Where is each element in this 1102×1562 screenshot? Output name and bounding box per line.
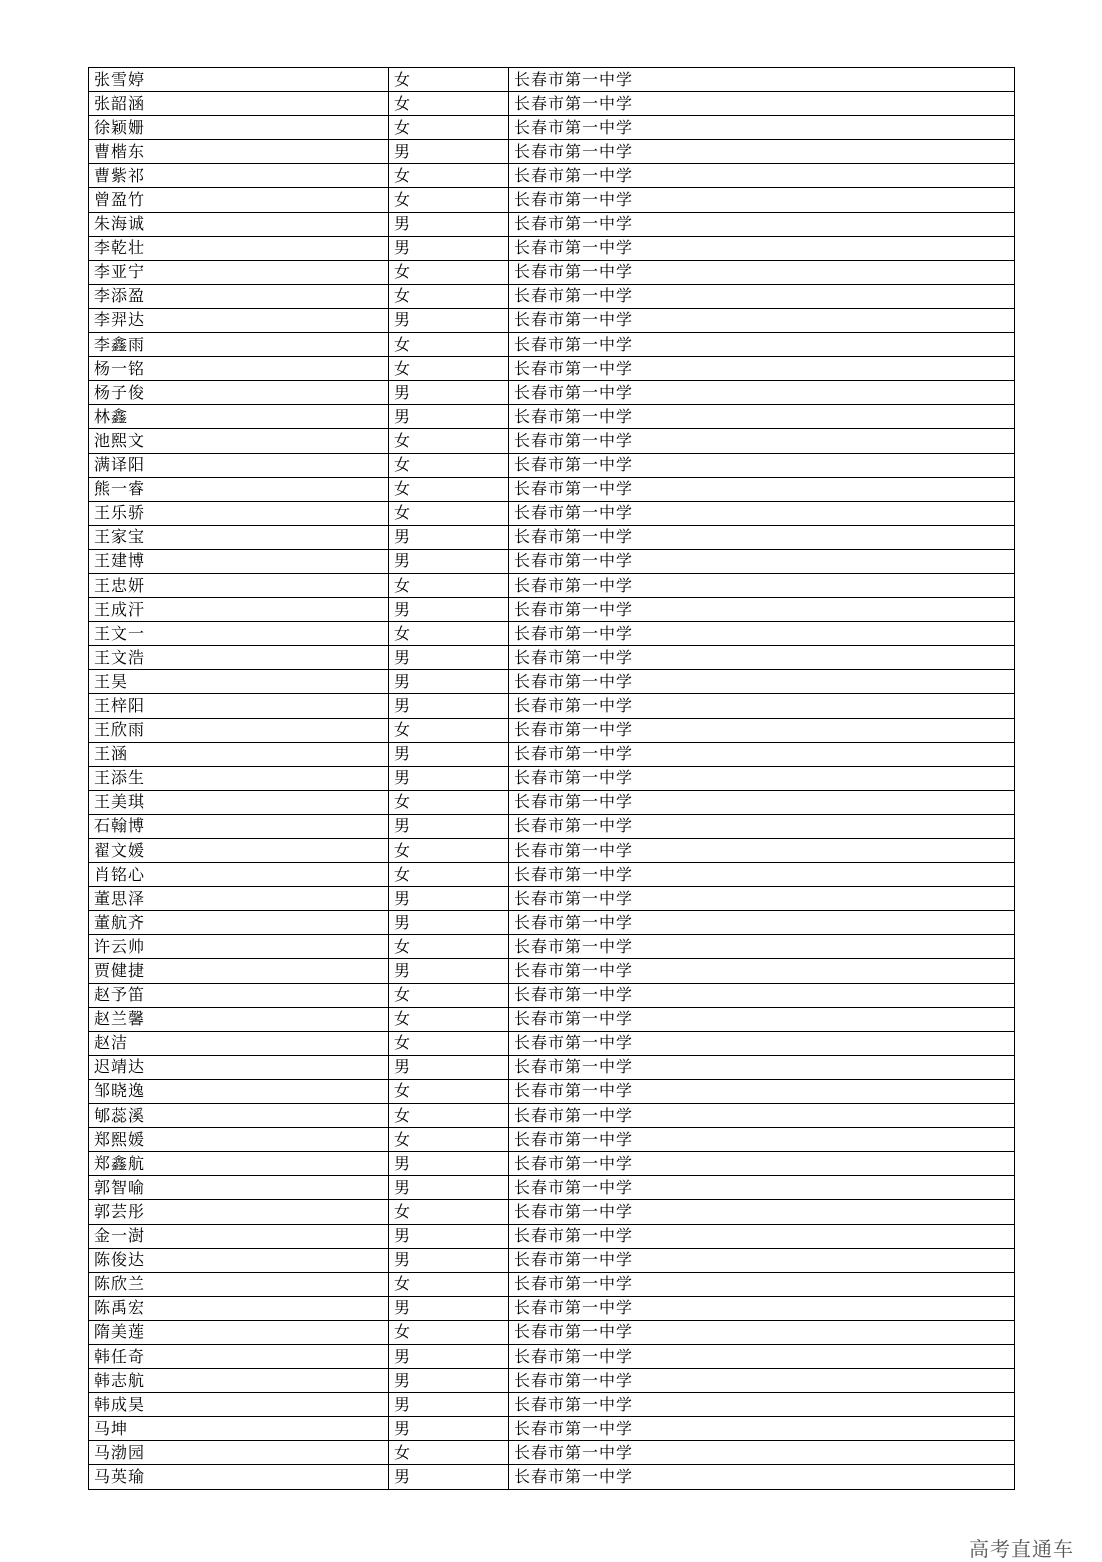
school-cell: 长春市第一中学: [509, 1152, 1015, 1176]
school-cell: 长春市第一中学: [509, 116, 1015, 140]
student-name-cell: 韩志航: [89, 1369, 389, 1393]
table-row: [89, 260, 1015, 284]
student-name-cell: 迟靖达: [89, 1055, 389, 1079]
student-name-cell: 王昊: [89, 670, 389, 694]
table-row: [89, 333, 1015, 357]
table-row: [89, 429, 1015, 453]
gender-cell: 女: [389, 839, 509, 863]
school-cell: 长春市第一中学: [509, 549, 1015, 573]
gender-cell: 女: [389, 1272, 509, 1296]
gender-cell: 女: [389, 92, 509, 116]
table-row: [89, 646, 1015, 670]
roster-body: [89, 68, 1015, 1490]
student-roster-table: [88, 67, 1015, 1490]
student-name-cell: 张雪婷: [89, 68, 389, 92]
school-cell: 长春市第一中学: [509, 1055, 1015, 1079]
student-name-cell: 马坤: [89, 1417, 389, 1441]
gender-cell: 女: [389, 477, 509, 501]
school-cell: 长春市第一中学: [509, 260, 1015, 284]
table-row: [89, 236, 1015, 260]
gender-cell: 男: [389, 549, 509, 573]
table-row: [89, 477, 1015, 501]
gender-cell: 女: [389, 863, 509, 887]
gender-cell: 女: [389, 284, 509, 308]
student-name-cell: 王添生: [89, 766, 389, 790]
school-cell: 长春市第一中学: [509, 284, 1015, 308]
gender-cell: 男: [389, 1055, 509, 1079]
student-name-cell: 李亚宁: [89, 260, 389, 284]
student-name-cell: 陈俊达: [89, 1248, 389, 1272]
student-name-cell: 熊一睿: [89, 477, 389, 501]
school-cell: 长春市第一中学: [509, 1200, 1015, 1224]
gender-cell: 女: [389, 188, 509, 212]
student-name-cell: 李羿达: [89, 308, 389, 332]
table-row: [89, 188, 1015, 212]
gender-cell: 男: [389, 140, 509, 164]
student-name-cell: 张韶涵: [89, 92, 389, 116]
student-name-cell: 王文一: [89, 622, 389, 646]
student-name-cell: 隋美莲: [89, 1320, 389, 1344]
gender-cell: 男: [389, 911, 509, 935]
school-cell: 长春市第一中学: [509, 1031, 1015, 1055]
watermark-text: 高考直通车: [969, 1537, 1074, 1561]
school-cell: 长春市第一中学: [509, 573, 1015, 597]
gender-cell: 男: [389, 1176, 509, 1200]
student-name-cell: 韩成昊: [89, 1393, 389, 1417]
student-name-cell: 邹晓逸: [89, 1079, 389, 1103]
school-cell: 长春市第一中学: [509, 694, 1015, 718]
table-row: [89, 1441, 1015, 1465]
table-row: [89, 140, 1015, 164]
school-cell: 长春市第一中学: [509, 670, 1015, 694]
gender-cell: 女: [389, 501, 509, 525]
table-row: [89, 357, 1015, 381]
school-cell: 长春市第一中学: [509, 1104, 1015, 1128]
gender-cell: 男: [389, 1417, 509, 1441]
table-row: [89, 284, 1015, 308]
student-name-cell: 马英瑜: [89, 1465, 389, 1489]
table-row: [89, 525, 1015, 549]
student-name-cell: 许云帅: [89, 935, 389, 959]
gender-cell: 男: [389, 212, 509, 236]
student-name-cell: 王文浩: [89, 646, 389, 670]
table-row: [89, 814, 1015, 838]
gender-cell: 女: [389, 573, 509, 597]
gender-cell: 女: [389, 164, 509, 188]
gender-cell: 男: [389, 1465, 509, 1489]
table-row: [89, 453, 1015, 477]
school-cell: 长春市第一中学: [509, 622, 1015, 646]
school-cell: 长春市第一中学: [509, 646, 1015, 670]
gender-cell: 女: [389, 790, 509, 814]
student-name-cell: 陈欣兰: [89, 1272, 389, 1296]
gender-cell: 女: [389, 1031, 509, 1055]
gender-cell: 女: [389, 983, 509, 1007]
table-row: [89, 598, 1015, 622]
table-row: [89, 790, 1015, 814]
student-name-cell: 陈禹宏: [89, 1296, 389, 1320]
student-name-cell: 王涵: [89, 742, 389, 766]
gender-cell: 男: [389, 1369, 509, 1393]
student-name-cell: 肖铭心: [89, 863, 389, 887]
school-cell: 长春市第一中学: [509, 1320, 1015, 1344]
school-cell: 长春市第一中学: [509, 453, 1015, 477]
school-cell: 长春市第一中学: [509, 911, 1015, 935]
gender-cell: 男: [389, 381, 509, 405]
student-name-cell: 郭芸彤: [89, 1200, 389, 1224]
school-cell: 长春市第一中学: [509, 1272, 1015, 1296]
student-name-cell: 金一澍: [89, 1224, 389, 1248]
school-cell: 长春市第一中学: [509, 959, 1015, 983]
school-cell: 长春市第一中学: [509, 381, 1015, 405]
table-row: [89, 1128, 1015, 1152]
table-row: [89, 68, 1015, 92]
gender-cell: 女: [389, 1200, 509, 1224]
school-cell: 长春市第一中学: [509, 1007, 1015, 1031]
school-cell: 长春市第一中学: [509, 333, 1015, 357]
table-row: [89, 1320, 1015, 1344]
school-cell: 长春市第一中学: [509, 92, 1015, 116]
table-row: [89, 742, 1015, 766]
table-row: [89, 212, 1015, 236]
gender-cell: 男: [389, 525, 509, 549]
gender-cell: 女: [389, 622, 509, 646]
table-row: [89, 92, 1015, 116]
student-name-cell: 王梓阳: [89, 694, 389, 718]
gender-cell: 男: [389, 1224, 509, 1248]
student-name-cell: 林鑫: [89, 405, 389, 429]
student-name-cell: 翟文媛: [89, 839, 389, 863]
gender-cell: 男: [389, 887, 509, 911]
student-name-cell: 王乐骄: [89, 501, 389, 525]
table-row: [89, 405, 1015, 429]
gender-cell: 男: [389, 742, 509, 766]
school-cell: 长春市第一中学: [509, 477, 1015, 501]
school-cell: 长春市第一中学: [509, 983, 1015, 1007]
gender-cell: 男: [389, 814, 509, 838]
gender-cell: 男: [389, 1344, 509, 1368]
table-row: [89, 887, 1015, 911]
gender-cell: 女: [389, 935, 509, 959]
gender-cell: 男: [389, 1152, 509, 1176]
gender-cell: 男: [389, 766, 509, 790]
student-name-cell: 王忠妍: [89, 573, 389, 597]
gender-cell: 男: [389, 405, 509, 429]
table-row: [89, 1224, 1015, 1248]
school-cell: 长春市第一中学: [509, 1248, 1015, 1272]
school-cell: 长春市第一中学: [509, 1128, 1015, 1152]
school-cell: 长春市第一中学: [509, 598, 1015, 622]
school-cell: 长春市第一中学: [509, 1079, 1015, 1103]
school-cell: 长春市第一中学: [509, 935, 1015, 959]
school-cell: 长春市第一中学: [509, 188, 1015, 212]
school-cell: 长春市第一中学: [509, 1465, 1015, 1489]
gender-cell: 男: [389, 646, 509, 670]
gender-cell: 女: [389, 453, 509, 477]
table-row: [89, 1007, 1015, 1031]
table-row: [89, 1031, 1015, 1055]
gender-cell: 女: [389, 1079, 509, 1103]
school-cell: 长春市第一中学: [509, 1441, 1015, 1465]
school-cell: 长春市第一中学: [509, 501, 1015, 525]
gender-cell: 女: [389, 357, 509, 381]
gender-cell: 男: [389, 694, 509, 718]
table-row: [89, 1393, 1015, 1417]
table-row: [89, 116, 1015, 140]
gender-cell: 女: [389, 429, 509, 453]
student-name-cell: 曾盈竹: [89, 188, 389, 212]
school-cell: 长春市第一中学: [509, 164, 1015, 188]
table-row: [89, 308, 1015, 332]
gender-cell: 男: [389, 1248, 509, 1272]
student-name-cell: 朱海诚: [89, 212, 389, 236]
student-name-cell: 马渤园: [89, 1441, 389, 1465]
student-name-cell: 董航齐: [89, 911, 389, 935]
student-name-cell: 曹楷东: [89, 140, 389, 164]
school-cell: 长春市第一中学: [509, 1393, 1015, 1417]
school-cell: 长春市第一中学: [509, 429, 1015, 453]
student-name-cell: 李鑫雨: [89, 333, 389, 357]
gender-cell: 男: [389, 1296, 509, 1320]
school-cell: 长春市第一中学: [509, 742, 1015, 766]
school-cell: 长春市第一中学: [509, 236, 1015, 260]
student-name-cell: 王美琪: [89, 790, 389, 814]
table-row: [89, 573, 1015, 597]
table-row: [89, 622, 1015, 646]
table-row: [89, 1079, 1015, 1103]
table-row: [89, 1296, 1015, 1320]
student-name-cell: 李乾壮: [89, 236, 389, 260]
gender-cell: 男: [389, 598, 509, 622]
gender-cell: 女: [389, 333, 509, 357]
table-row: [89, 718, 1015, 742]
student-name-cell: 郑熙媛: [89, 1128, 389, 1152]
table-row: [89, 549, 1015, 573]
school-cell: 长春市第一中学: [509, 525, 1015, 549]
table-row: [89, 164, 1015, 188]
table-row: [89, 1176, 1015, 1200]
student-name-cell: 杨一铭: [89, 357, 389, 381]
school-cell: 长春市第一中学: [509, 790, 1015, 814]
table-row: [89, 694, 1015, 718]
school-cell: 长春市第一中学: [509, 1224, 1015, 1248]
student-name-cell: 赵兰馨: [89, 1007, 389, 1031]
table-row: [89, 1200, 1015, 1224]
student-name-cell: 池熙文: [89, 429, 389, 453]
table-row: [89, 1344, 1015, 1368]
table-row: [89, 670, 1015, 694]
gender-cell: 女: [389, 1007, 509, 1031]
school-cell: 长春市第一中学: [509, 839, 1015, 863]
student-name-cell: 赵予笛: [89, 983, 389, 1007]
gender-cell: 男: [389, 236, 509, 260]
school-cell: 长春市第一中学: [509, 887, 1015, 911]
student-name-cell: 王成汗: [89, 598, 389, 622]
gender-cell: 女: [389, 68, 509, 92]
table-row: [89, 1152, 1015, 1176]
table-row: [89, 983, 1015, 1007]
table-row: [89, 381, 1015, 405]
table-row: [89, 911, 1015, 935]
table-row: [89, 766, 1015, 790]
table-row: [89, 935, 1015, 959]
school-cell: 长春市第一中学: [509, 863, 1015, 887]
table-row: [89, 1369, 1015, 1393]
student-name-cell: 徐颖姗: [89, 116, 389, 140]
student-name-cell: 郑鑫航: [89, 1152, 389, 1176]
student-name-cell: 王欣雨: [89, 718, 389, 742]
gender-cell: 女: [389, 1320, 509, 1344]
school-cell: 长春市第一中学: [509, 68, 1015, 92]
school-cell: 长春市第一中学: [509, 718, 1015, 742]
student-name-cell: 李添盈: [89, 284, 389, 308]
school-cell: 长春市第一中学: [509, 308, 1015, 332]
school-cell: 长春市第一中学: [509, 814, 1015, 838]
gender-cell: 女: [389, 718, 509, 742]
table-row: [89, 1417, 1015, 1441]
student-name-cell: 郭智喻: [89, 1176, 389, 1200]
school-cell: 长春市第一中学: [509, 1296, 1015, 1320]
table-row: [89, 959, 1015, 983]
gender-cell: 女: [389, 260, 509, 284]
table-row: [89, 501, 1015, 525]
table-row: [89, 1248, 1015, 1272]
school-cell: 长春市第一中学: [509, 1369, 1015, 1393]
school-cell: 长春市第一中学: [509, 1176, 1015, 1200]
gender-cell: 女: [389, 1104, 509, 1128]
student-name-cell: 石翰博: [89, 814, 389, 838]
table-row: [89, 1272, 1015, 1296]
student-name-cell: 贾健捷: [89, 959, 389, 983]
table-row: [89, 1104, 1015, 1128]
school-cell: 长春市第一中学: [509, 140, 1015, 164]
gender-cell: 女: [389, 116, 509, 140]
gender-cell: 男: [389, 308, 509, 332]
school-cell: 长春市第一中学: [509, 357, 1015, 381]
student-name-cell: 王建博: [89, 549, 389, 573]
school-cell: 长春市第一中学: [509, 212, 1015, 236]
school-cell: 长春市第一中学: [509, 1417, 1015, 1441]
table-row: [89, 1055, 1015, 1079]
school-cell: 长春市第一中学: [509, 1344, 1015, 1368]
table-row: [89, 1465, 1015, 1489]
student-name-cell: 满译阳: [89, 453, 389, 477]
school-cell: 长春市第一中学: [509, 766, 1015, 790]
table-row: [89, 839, 1015, 863]
gender-cell: 男: [389, 670, 509, 694]
student-name-cell: 董思泽: [89, 887, 389, 911]
school-cell: 长春市第一中学: [509, 405, 1015, 429]
gender-cell: 女: [389, 1128, 509, 1152]
student-name-cell: 郇蕊溪: [89, 1104, 389, 1128]
student-name-cell: 曹紫祁: [89, 164, 389, 188]
gender-cell: 男: [389, 959, 509, 983]
gender-cell: 男: [389, 1393, 509, 1417]
student-name-cell: 杨子俊: [89, 381, 389, 405]
table-row: [89, 863, 1015, 887]
student-name-cell: 赵洁: [89, 1031, 389, 1055]
student-name-cell: 韩任奇: [89, 1344, 389, 1368]
student-name-cell: 王家宝: [89, 525, 389, 549]
gender-cell: 女: [389, 1441, 509, 1465]
